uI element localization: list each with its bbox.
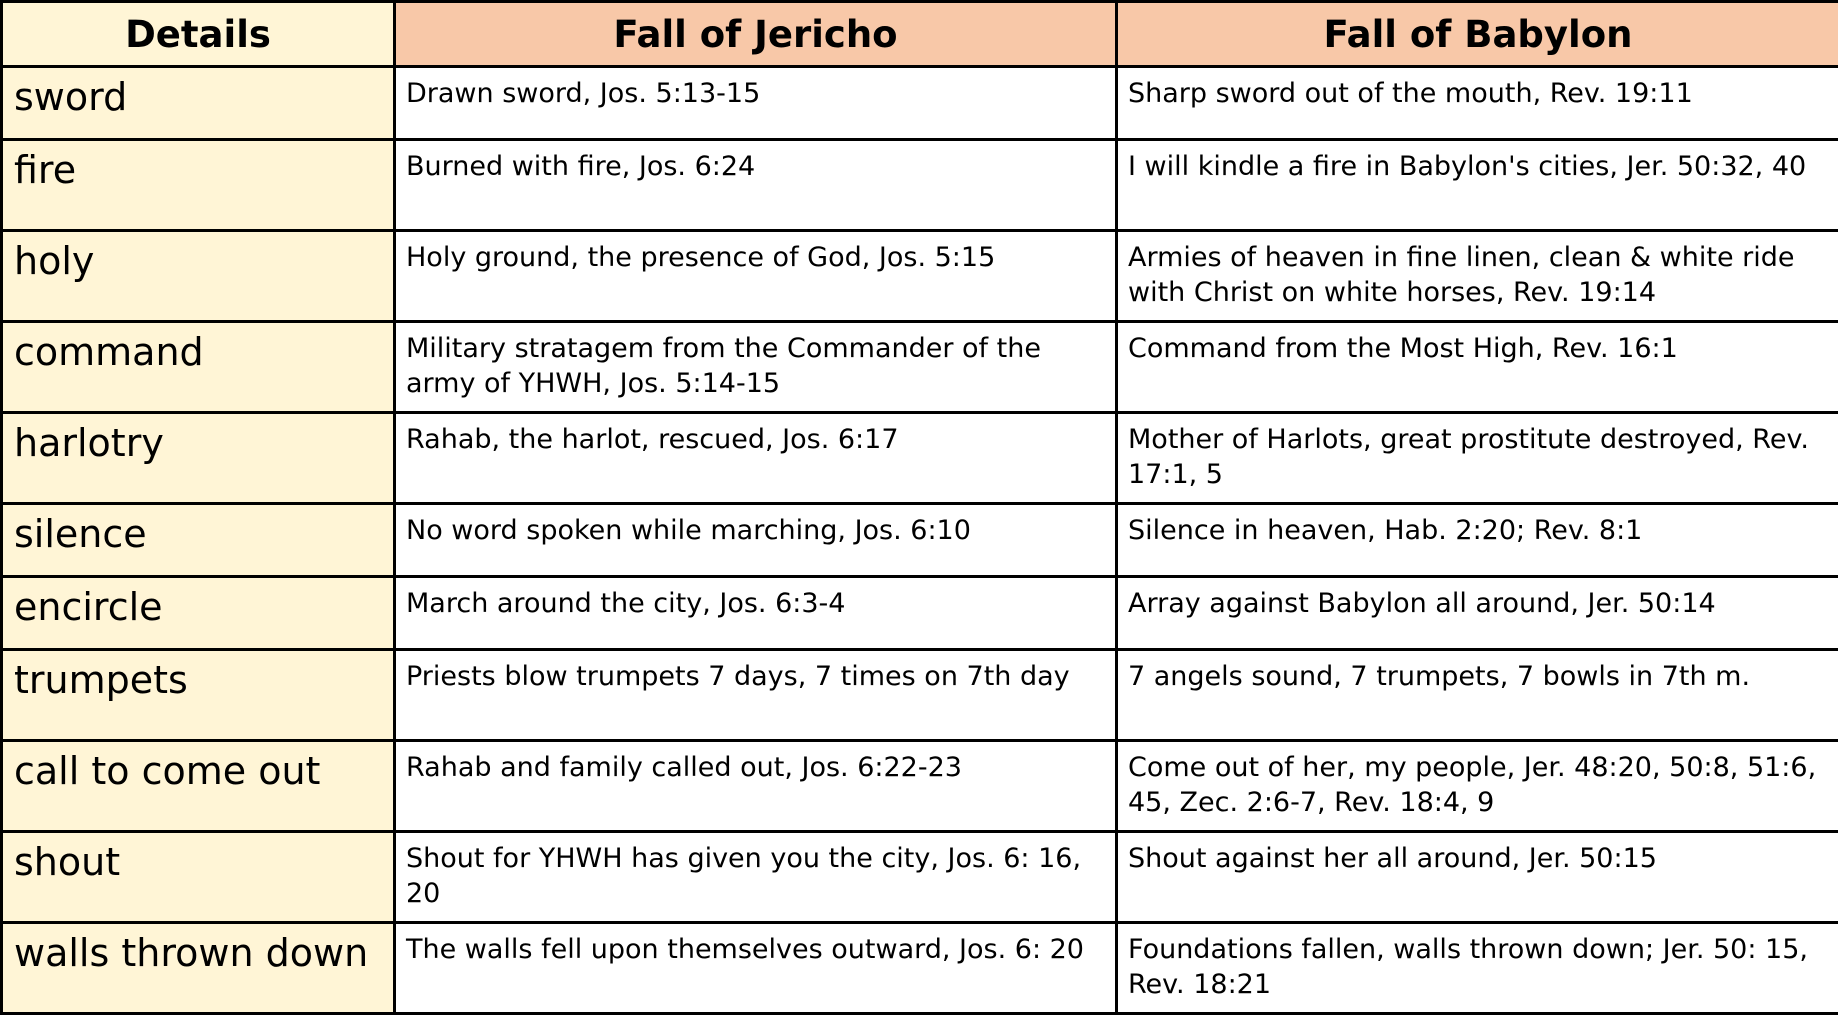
detail-cell: trumpets bbox=[2, 650, 395, 741]
table-body bbox=[2, 67, 1838, 1014]
jericho-cell: March around the city, Jos. 6:3-4 bbox=[395, 577, 1117, 650]
jericho-cell: The walls fell upon themselves outward, Jos. 6: 20 bbox=[395, 923, 1117, 1014]
jericho-cell: Rahab, the harlot, rescued, Jos. 6:17 bbox=[395, 413, 1117, 504]
jericho-cell: Priests blow trumpets 7 days, 7 times on 7th day bbox=[395, 650, 1117, 741]
table-row bbox=[2, 231, 1838, 322]
babylon-cell: Come out of her, my people, Jer. 48:20, 50:8, 51:6, 45, Zec. 2:6-7, Rev. 18:4, 9 bbox=[1117, 741, 1838, 832]
jericho-cell: Burned with fire, Jos. 6:24 bbox=[395, 140, 1117, 231]
jericho-cell: Shout for YHWH has given you the city, Jos. 6: 16, 20 bbox=[395, 832, 1117, 923]
babylon-cell: 7 angels sound, 7 trumpets, 7 bowls in 7th m. bbox=[1117, 650, 1838, 741]
babylon-cell: I will kindle a fire in Babylon's cities, Jer. 50:32, 40 bbox=[1117, 140, 1838, 231]
table-row bbox=[2, 577, 1838, 650]
babylon-cell: Array against Babylon all around, Jer. 50:14 bbox=[1117, 577, 1838, 650]
table-row bbox=[2, 504, 1838, 577]
jericho-cell: Military stratagem from the Commander of the army of YHWH, Jos. 5:14-15 bbox=[395, 322, 1117, 413]
babylon-cell: Armies of heaven in fine linen, clean & white ride with Christ on white horses, Rev. 19:14 bbox=[1117, 231, 1838, 322]
table-row bbox=[2, 67, 1838, 140]
table-row bbox=[2, 741, 1838, 832]
detail-cell: harlotry bbox=[2, 413, 395, 504]
header-row bbox=[2, 2, 1838, 67]
detail-cell: silence bbox=[2, 504, 395, 577]
detail-cell: shout bbox=[2, 832, 395, 923]
jericho-cell: Holy ground, the presence of God, Jos. 5:15 bbox=[395, 231, 1117, 322]
jericho-cell: Rahab and family called out, Jos. 6:22-23 bbox=[395, 741, 1117, 832]
detail-cell: holy bbox=[2, 231, 395, 322]
babylon-cell: Shout against her all around, Jer. 50:15 bbox=[1117, 832, 1838, 923]
table-row bbox=[2, 140, 1838, 231]
table-row bbox=[2, 322, 1838, 413]
babylon-cell: Foundations fallen, walls thrown down; Jer. 50: 15, Rev. 18:21 bbox=[1117, 923, 1838, 1014]
jericho-cell: Drawn sword, Jos. 5:13-15 bbox=[395, 67, 1117, 140]
table-row bbox=[2, 923, 1838, 1014]
jericho-cell: No word spoken while marching, Jos. 6:10 bbox=[395, 504, 1117, 577]
detail-cell: command bbox=[2, 322, 395, 413]
detail-cell: fire bbox=[2, 140, 395, 231]
detail-cell: sword bbox=[2, 67, 395, 140]
detail-cell: call to come out bbox=[2, 741, 395, 832]
header-details: Details bbox=[2, 2, 395, 67]
table-header bbox=[2, 2, 1838, 67]
babylon-cell: Mother of Harlots, great prostitute destroyed, Rev. 17:1, 5 bbox=[1117, 413, 1838, 504]
babylon-cell: Command from the Most High, Rev. 16:1 bbox=[1117, 322, 1838, 413]
babylon-cell: Silence in heaven, Hab. 2:20; Rev. 8:1 bbox=[1117, 504, 1838, 577]
babylon-cell: Sharp sword out of the mouth, Rev. 19:11 bbox=[1117, 67, 1838, 140]
detail-cell: walls thrown down bbox=[2, 923, 395, 1014]
table-row bbox=[2, 832, 1838, 923]
table-row bbox=[2, 413, 1838, 504]
table-row bbox=[2, 650, 1838, 741]
header-fall-of-jericho: Fall of Jericho bbox=[395, 2, 1117, 67]
detail-cell: encircle bbox=[2, 577, 395, 650]
header-fall-of-babylon: Fall of Babylon bbox=[1117, 2, 1838, 67]
